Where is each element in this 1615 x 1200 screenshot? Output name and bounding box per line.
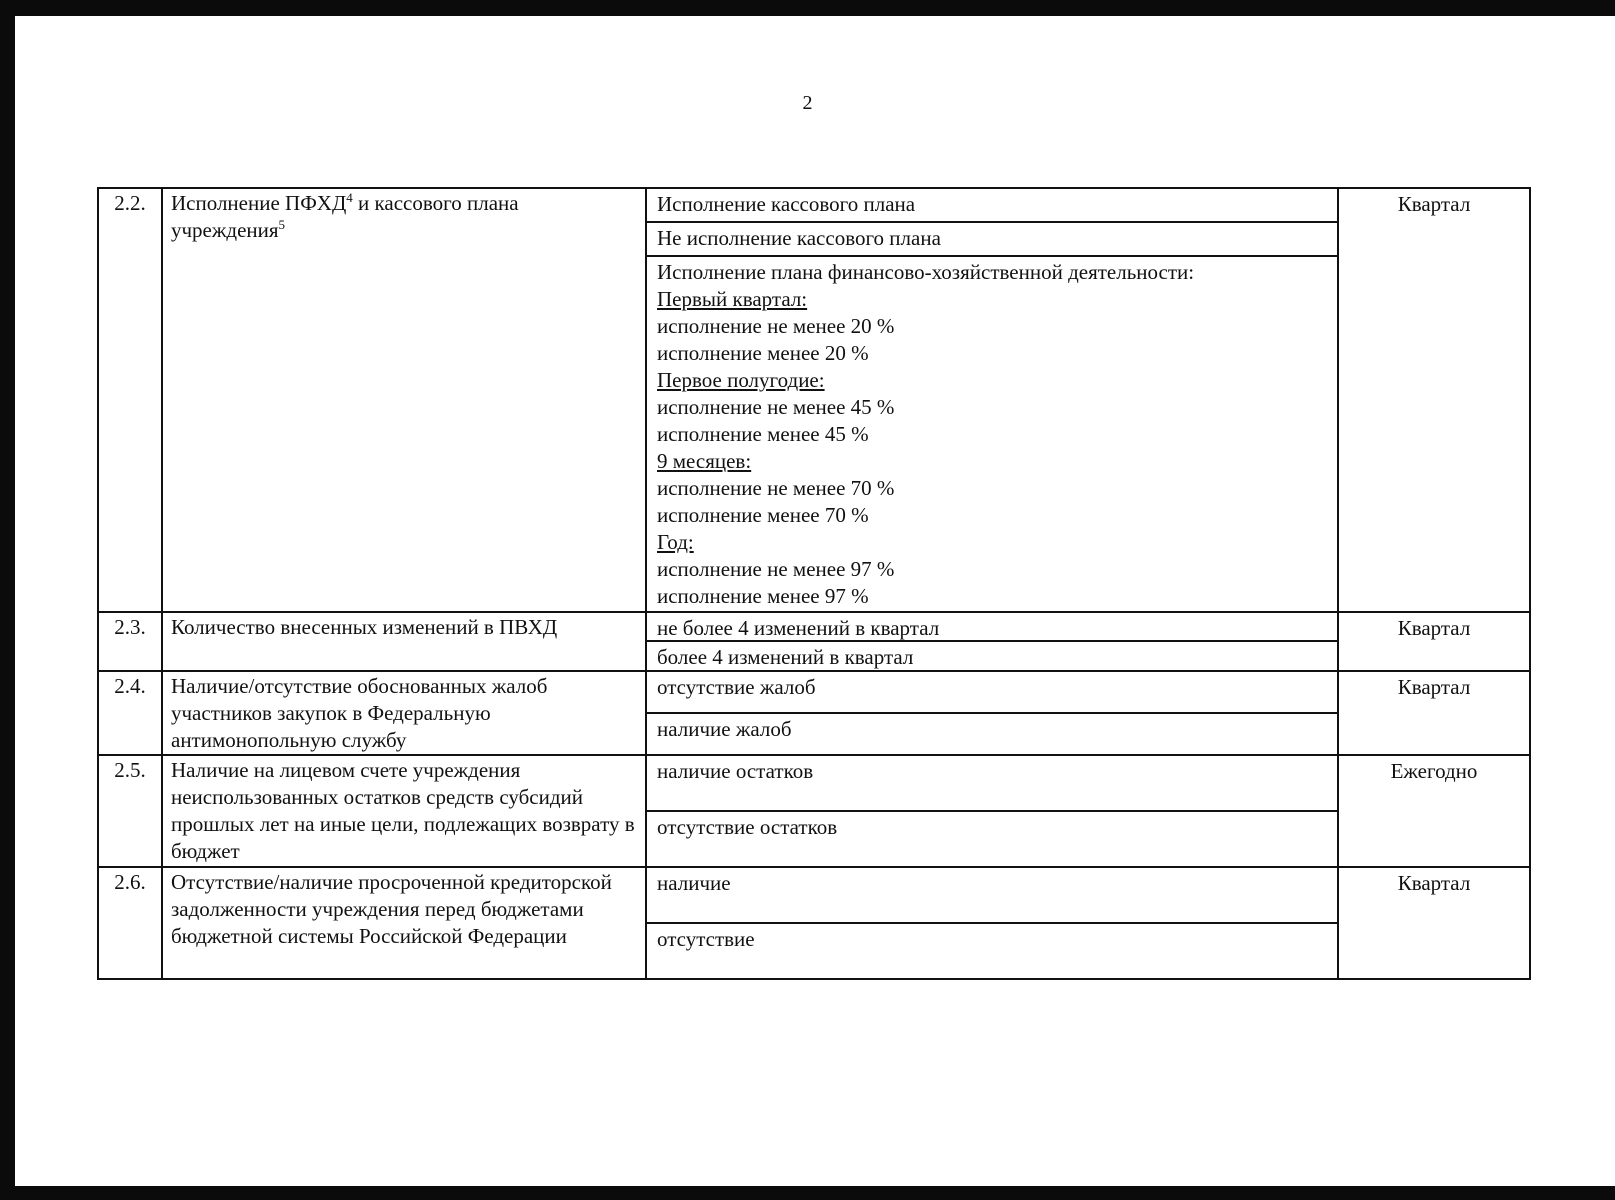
criterion — [647, 613, 1337, 642]
criteria-cell — [646, 867, 1338, 979]
criterion-text: Исполнение кассового плана — [657, 192, 916, 216]
scan-border-left — [0, 0, 15, 1200]
criterion-line: исполнение не менее 45 % — [657, 395, 895, 419]
table-row — [98, 612, 1530, 671]
criterion — [647, 642, 1337, 670]
indicator-name: Наличие/отсутствие обоснованных жалоб участников закупок в Федеральную антимонопольную службу — [162, 671, 646, 755]
criterion-text: отсутствие — [657, 927, 755, 951]
period-heading: 9 месяцев: — [657, 449, 752, 473]
criteria-table — [97, 187, 1531, 980]
criterion-line: исполнение менее 20 % — [657, 341, 869, 365]
criterion-line: исполнение не менее 97 % — [657, 557, 895, 581]
row-number: 2.3. — [98, 612, 162, 671]
scan-border-top — [0, 0, 1615, 16]
indicator-name: Количество внесенных изменений в ПВХД — [162, 612, 646, 671]
row-number: 2.5. — [98, 755, 162, 867]
criterion — [647, 257, 1337, 611]
period-cell: Квартал — [1338, 867, 1530, 979]
period-cell: Ежегодно — [1338, 755, 1530, 867]
table-row — [98, 755, 1530, 867]
criterion — [647, 672, 1337, 714]
row-number: 2.4. — [98, 671, 162, 755]
criteria-cell — [646, 755, 1338, 867]
criterion-text: Не исполнение кассового плана — [657, 226, 941, 250]
criterion-text: наличие жалоб — [657, 717, 792, 741]
criterion — [647, 756, 1337, 812]
criteria-cell — [646, 188, 1338, 612]
criteria-cell — [646, 671, 1338, 755]
footnote-ref: 4 — [346, 190, 353, 205]
row-number: 2.2. — [98, 188, 162, 612]
criterion-text: не более 4 изменений в квартал — [657, 616, 940, 640]
period-heading: Год: — [657, 530, 694, 554]
period-cell: Квартал — [1338, 671, 1530, 755]
indicator-name-text: Исполнение ПФХД — [171, 191, 347, 215]
criterion — [647, 223, 1337, 257]
indicator-name: Наличие на лицевом счете учреждения неиспользованных остатков средств субсидий прошлых лет на иные цели, подлежащих возврату в бюджет — [162, 755, 646, 867]
criterion-text: отсутствие остатков — [657, 815, 838, 839]
criterion — [647, 868, 1337, 924]
criteria-cell — [646, 612, 1338, 671]
criterion — [647, 924, 1337, 978]
criterion-line: исполнение не менее 20 % — [657, 314, 895, 338]
period-heading: Первое полугодие: — [657, 368, 825, 392]
period-cell: Квартал — [1338, 612, 1530, 671]
criterion-line: исполнение не менее 70 % — [657, 476, 895, 500]
criterion-text: наличие остатков — [657, 759, 814, 783]
table-row — [98, 671, 1530, 755]
table-row — [98, 188, 1530, 612]
indicator-name — [162, 188, 646, 612]
criterion-line: исполнение менее 97 % — [657, 584, 869, 608]
criterion-line: исполнение менее 45 % — [657, 422, 869, 446]
criterion-line: исполнение менее 70 % — [657, 503, 869, 527]
criterion-text: более 4 изменений в квартал — [657, 645, 914, 669]
period-heading: Первый квартал: — [657, 287, 808, 311]
indicator-name: Отсутствие/наличие просроченной кредиторской задолженности учреждения перед бюджетами бюджетной системы Российской Федерации — [162, 867, 646, 979]
criterion-text: отсутствие жалоб — [657, 675, 816, 699]
criterion-text: наличие — [657, 871, 731, 895]
criterion-text: Исполнение плана финансово-хозяйственной деятельности: — [657, 260, 1195, 284]
criterion — [647, 189, 1337, 223]
footnote-ref: 5 — [278, 217, 286, 232]
criterion — [647, 812, 1337, 866]
indicator-name-cont: и кассового плана учреждения — [171, 191, 519, 242]
criterion — [647, 714, 1337, 754]
scan-border-bottom — [0, 1186, 1615, 1200]
row-number: 2.6. — [98, 867, 162, 979]
table-row — [98, 867, 1530, 979]
period-cell: Квартал — [1338, 188, 1530, 612]
page-number: 2 — [802, 92, 813, 114]
